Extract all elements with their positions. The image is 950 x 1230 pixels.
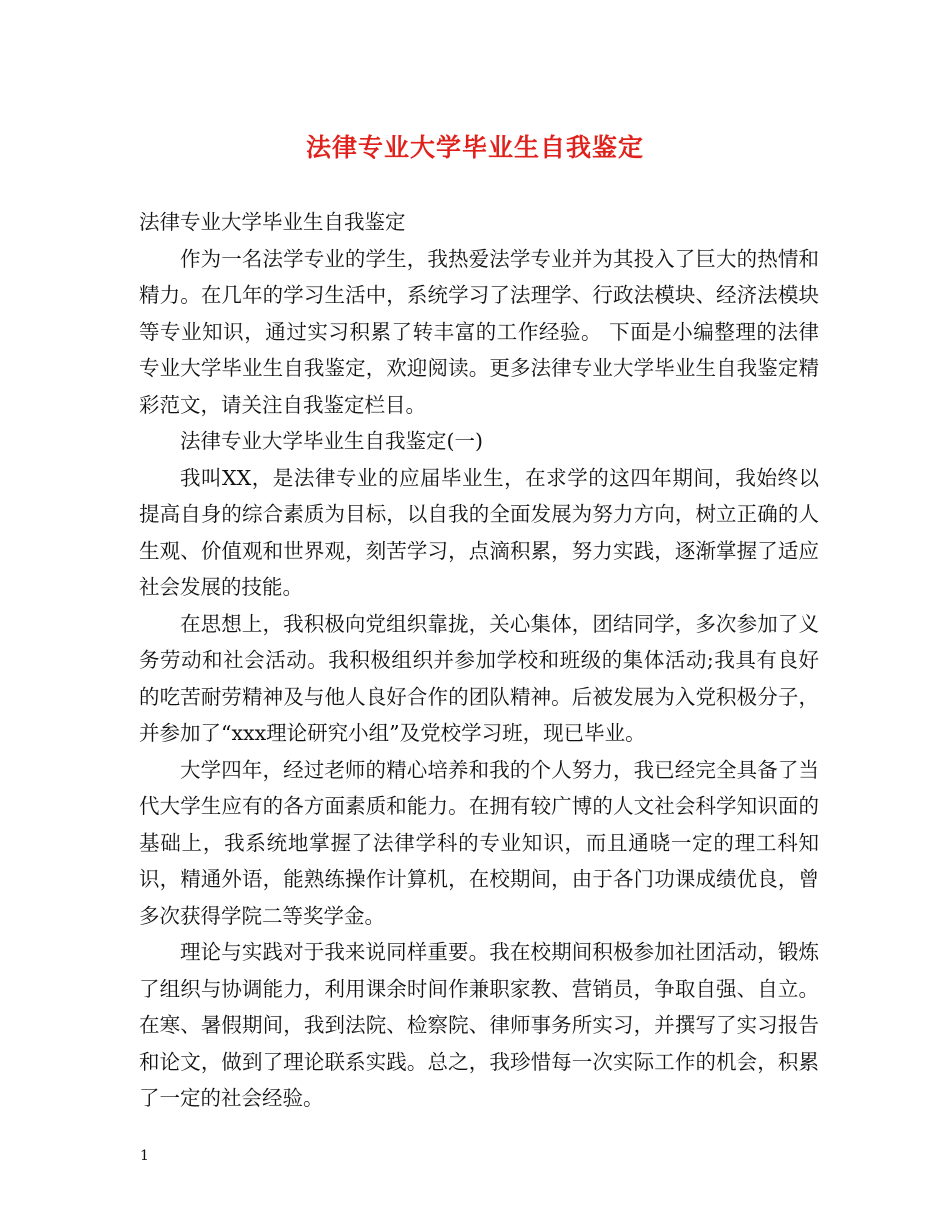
document-title: 法律专业大学毕业生自我鉴定 [305,133,644,162]
paragraph-heading: 法律专业大学毕业生自我鉴定 [139,210,406,234]
paragraph-section-heading: 法律专业大学毕业生自我鉴定(一) [180,429,483,453]
document-body [139,204,819,1117]
page-number: 1 [140,1148,149,1164]
paragraph-study: 大学四年，经过老师的精心培养和我的个人努力，我已经完全具备了当代大学生应有的各方面素质和能力。在拥有较广博的人文社会科学知识面的基础上，我系统地掌握了法律学科的专业知识，而且通晓一定的理工科知识，精通外语，能熟练操作计算机，在校期间，由于各门功课成绩优良，曾多次获得学院二等奖学金。 [139,757,819,928]
paragraph-self-intro: 我叫XX，是法律专业的应届毕业生，在求学的这四年期间，我始终以提高自身的综合素质为目标，以自我的全面发展为努力方向，树立正确的人生观、价值观和世界观，刻苦学习，点滴积累，努力实践，逐渐掌握了适应社会发展的技能。 [139,465,819,599]
paragraph-practice: 理论与实践对于我来说同样重要。我在校期间积极参加社团活动，锻炼了组织与协调能力，利用课余时间作兼职家教、营销员，争取自强、自立。在寒、暑假期间，我到法院、检察院、律师事务所实习，并撰写了实习报告和论文，做到了理论联系实践。总之，我珍惜每一次实际工作的机会，积累了一定的社会经验。 [139,940,819,1110]
paragraph-ideology: 在思想上，我积极向党组织靠拢，关心集体，团结同学，多次参加了义务劳动和社会活动。我积极组织并参加学校和班级的集体活动;我具有良好的吃苦耐劳精神及与他人良好合作的团队精神。后被发展为入党积极分子，并参加了“xxx理论研究小组”及党校学习班，现已毕业。 [139,611,819,745]
paragraph-intro: 作为一名法学专业的学生，我热爱法学专业并为其投入了巨大的热情和精力。在几年的学习生活中，系统学习了法理学、行政法模块、经济法模块等专业知识，通过实习积累了转丰富的工作经验。 下面是小编整理的法律专业大学毕业生自我鉴定，欢迎阅读。更多法律专业大学毕业生自我鉴定精彩范文，请关注自我鉴定栏目。 [139,246,819,417]
